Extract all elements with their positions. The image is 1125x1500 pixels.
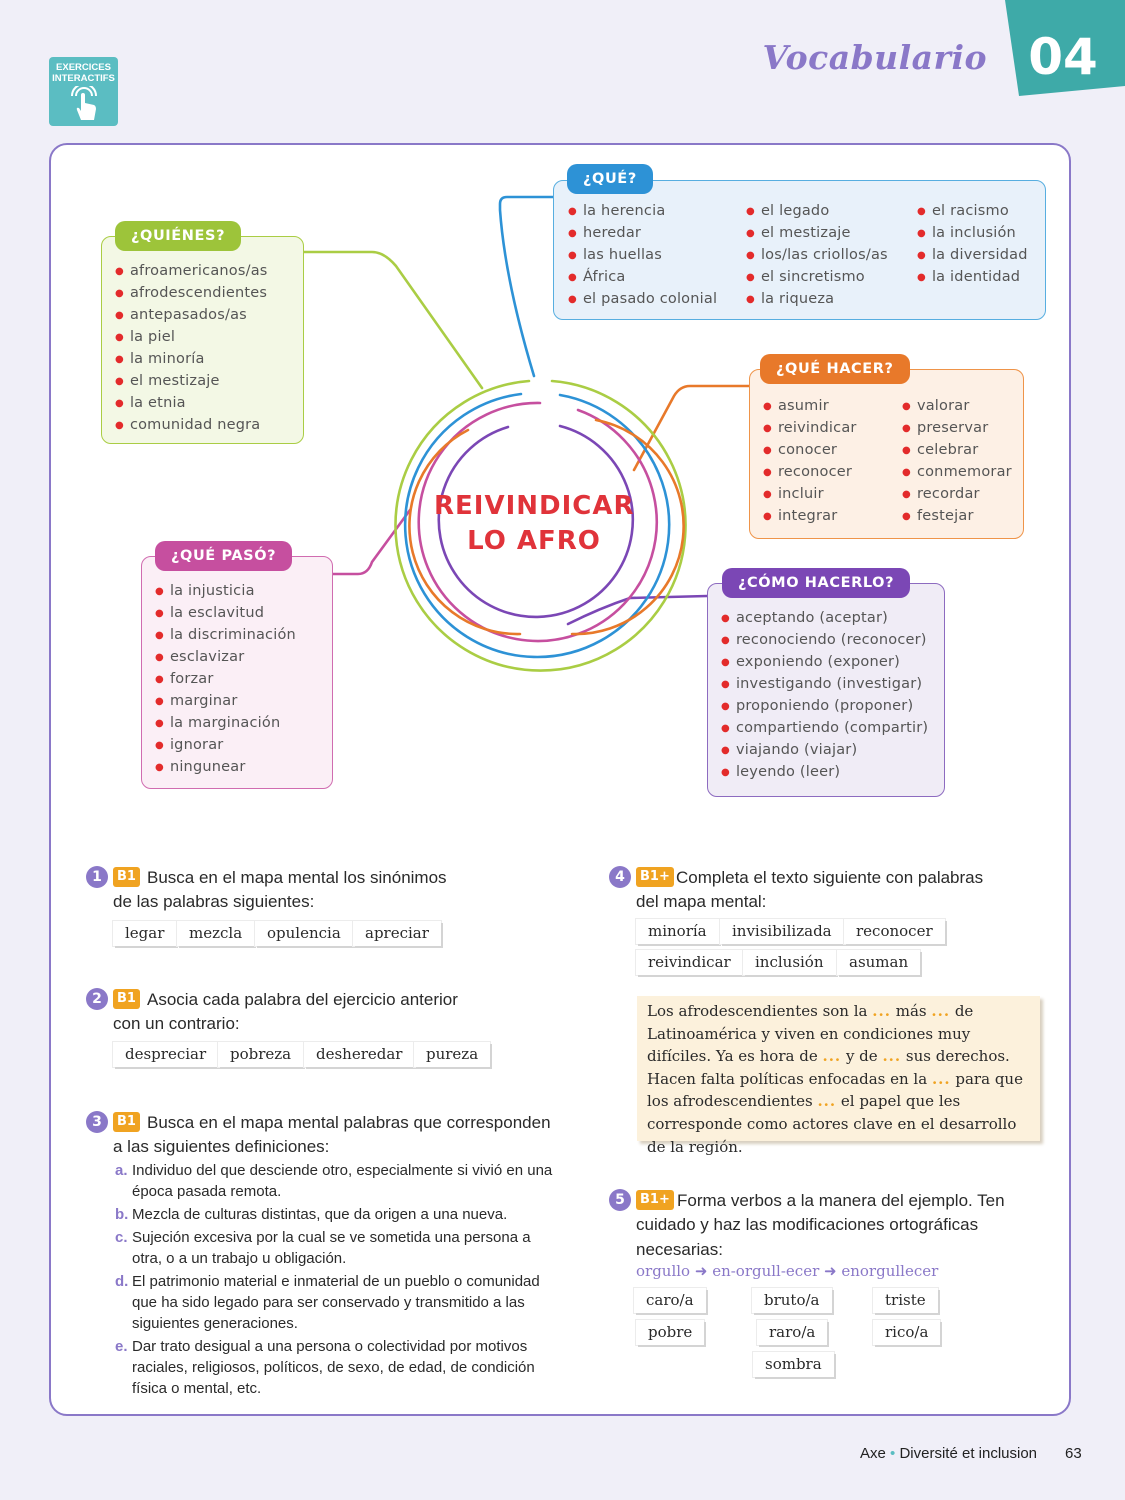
word-chip: inclusión — [743, 950, 836, 975]
exercise-1-number: 1 — [86, 866, 108, 888]
word-chip: invisibilizada — [720, 919, 844, 944]
list-item: ● conmemorar — [902, 461, 1012, 483]
list-item: ● el mestizaje — [746, 222, 888, 244]
list-item: ● la injusticia — [155, 580, 296, 602]
list-item: ● la riqueza — [746, 288, 888, 310]
list-item: ● reconocer — [763, 461, 857, 483]
exercise-5-instruction-line3: necesarias: — [636, 1240, 723, 1259]
text-part: para que los afrodescendientes — [647, 1069, 1023, 1111]
text-part: el papel que les corresponde como actores clave en el desarrollo de la región. — [647, 1092, 1017, 1156]
list-item: ● el mestizaje — [115, 370, 268, 392]
blank[interactable]: ... — [872, 1002, 891, 1020]
text-part: más — [895, 1002, 927, 1020]
definition-letter: b. — [115, 1206, 129, 1224]
list-item: ● proponiendo (proponer) — [721, 695, 928, 717]
definition-item — [115, 1205, 555, 1226]
list-item: ● festejar — [902, 505, 1012, 527]
center-title-line1: REIVINDICAR — [434, 491, 635, 521]
list-item: ● aceptando (aceptar) — [721, 607, 928, 629]
definition-letter: d. — [115, 1273, 129, 1291]
text-part: sus derechos. Hacen falta políticas enfocadas en la — [647, 1047, 1010, 1088]
heading-quienes: ¿QUIÉNES? — [115, 221, 241, 251]
list-item: ● afrodescendientes — [115, 282, 268, 304]
definition-text: Individuo del que desciende otro, especialmente si vivió en una época pasada remota. — [132, 1162, 553, 1200]
exercise-5-number: 5 — [609, 1189, 631, 1211]
list-item: ● integrar — [763, 505, 857, 527]
list-item: ● investigando (investigar) — [721, 673, 928, 695]
section-title: Vocabulario — [762, 38, 987, 77]
list-item: ● reconociendo (reconocer) — [721, 629, 928, 651]
exercise-3-instruction-line2: a las siguientes definiciones: — [113, 1137, 330, 1156]
exercise-5-example: orgullo ➜ en-orgull-ecer ➜ enorgullecer — [636, 1262, 939, 1280]
definition-text: El patrimonio material e inmaterial de un pueblo o comunidad que ha sido legado para ser conservado y transmitido a las siguientes generaciones. — [132, 1273, 540, 1333]
list-item: ● comunidad negra — [115, 414, 268, 436]
definition-item — [115, 1337, 555, 1399]
list-item: ● la identidad — [917, 266, 1028, 288]
exercise-3-number: 3 — [86, 1111, 108, 1133]
definition-text: Mezcla de culturas distintas, que da origen a una nueva. — [132, 1206, 508, 1224]
exercise-2-instruction-line1: Asocia cada palabra del ejercicio anterior — [147, 990, 458, 1009]
word-chip: pobre — [636, 1320, 704, 1345]
word-chip: minoría — [636, 919, 719, 944]
badge-line2: INTERACTIFS — [52, 73, 115, 84]
exercise-2-instruction-line2: con un contrario: — [113, 1014, 240, 1033]
word-chip: legar — [113, 921, 176, 946]
definition-item — [115, 1272, 555, 1334]
definition-item — [115, 1228, 555, 1270]
list-item: ● el sincretismo — [746, 266, 888, 288]
footer-axe: Axe — [860, 1445, 886, 1462]
list-item: ● la herencia — [568, 200, 717, 222]
blank[interactable]: ... — [817, 1092, 837, 1111]
exercise-2-level: B1 — [113, 989, 140, 1009]
list-item: ● conocer — [763, 439, 857, 461]
blank[interactable]: ... — [882, 1047, 902, 1066]
box-como-hacerlo — [707, 583, 945, 797]
exercise-4-level: B1+ — [636, 867, 674, 887]
definitions-list — [115, 1161, 555, 1402]
word-chip: reivindicar — [636, 950, 743, 975]
box-quienes — [101, 236, 304, 444]
word-chip: despreciar — [113, 1042, 218, 1067]
list-item: ● compartiendo (compartir) — [721, 717, 928, 739]
blank[interactable]: ... — [822, 1047, 842, 1066]
list-item: ● viajando (viajar) — [721, 739, 928, 761]
word-chip: pobreza — [218, 1042, 303, 1067]
word-chip: triste — [873, 1288, 938, 1313]
list-item: ● los/las criollos/as — [746, 244, 888, 266]
blank[interactable]: ... — [931, 1002, 951, 1020]
list-item: ● la discriminación — [155, 624, 296, 646]
list-item: ● África — [568, 266, 717, 288]
box-que-hacer — [749, 369, 1024, 539]
list-item: ● ignorar — [155, 734, 296, 756]
list-item: ● el pasado colonial — [568, 288, 717, 310]
list-item: ● valorar — [902, 395, 1012, 417]
definition-text: Sujeción excesiva por la cual se ve sometida una persona a otra, o a un trabajo u obligación. — [132, 1229, 531, 1268]
list-item: ● celebrar — [902, 439, 1012, 461]
list-item: ● la etnia — [115, 392, 268, 414]
unit-number: 04 — [1028, 28, 1098, 86]
exercise-2-number: 2 — [86, 988, 108, 1010]
list-item: ● exponiendo (exponer) — [721, 651, 928, 673]
exercise-3-level: B1 — [113, 1112, 140, 1132]
exercise-3-instruction-line1: Busca en el mapa mental palabras que corresponden — [147, 1113, 551, 1132]
list-item: ● afroamericanos/as — [115, 260, 268, 282]
box-que-paso — [141, 556, 333, 789]
exercise-4-number: 4 — [609, 866, 631, 888]
list-item: ● la piel — [115, 326, 268, 348]
text-part: Los afrodescendientes son la — [647, 1002, 868, 1020]
list-item: ● forzar — [155, 668, 296, 690]
list-item: ● la minoría — [115, 348, 268, 370]
definition-text: Dar trato desigual a una persona o colectividad por motivos raciales, religiosos, políticos, de sexo, de edad, de condición física o mental, etc. — [132, 1338, 535, 1397]
fill-in-text — [637, 996, 1040, 1156]
list-item: ● marginar — [155, 690, 296, 712]
list-item: ● la marginación — [155, 712, 296, 734]
list-item: ● las huellas — [568, 244, 717, 266]
word-chip: opulencia — [255, 921, 353, 946]
list-item: ● recordar — [902, 483, 1012, 505]
text-part: y de — [845, 1047, 878, 1066]
exercise-1-instruction-line2: de las palabras siguientes: — [113, 892, 315, 911]
word-chip: reconocer — [844, 919, 945, 944]
exercise-4-instruction-line2: del mapa mental: — [636, 892, 767, 911]
word-chip: desheredar — [304, 1042, 414, 1067]
heading-que-hacer: ¿QUÉ HACER? — [760, 354, 910, 384]
exercise-1-level: B1 — [113, 867, 140, 887]
heading-como-hacerlo: ¿CÓMO HACERLO? — [722, 568, 910, 598]
list-item: ● ningunear — [155, 756, 296, 778]
definition-item — [115, 1161, 555, 1203]
word-chip: pureza — [414, 1042, 490, 1067]
word-chip: apreciar — [353, 921, 441, 946]
exercise-5-instruction-line2: cuidado y haz las modificaciones ortográficas — [636, 1215, 979, 1234]
definition-letter: e. — [115, 1338, 128, 1356]
word-chip: caro/a — [634, 1288, 706, 1313]
definition-letter: c. — [115, 1229, 128, 1247]
word-chip: rico/a — [873, 1320, 940, 1345]
badge-line1: EXERCICES — [56, 62, 111, 73]
list-item: ● incluir — [763, 483, 857, 505]
blank[interactable]: ... — [931, 1069, 951, 1088]
list-item: ● esclavizar — [155, 646, 296, 668]
word-chip: bruto/a — [752, 1288, 832, 1313]
list-item: ● antepasados/as — [115, 304, 268, 326]
heading-que: ¿QUÉ? — [567, 164, 653, 194]
page-number: 63 — [1065, 1445, 1082, 1462]
list-item: ● el racismo — [917, 200, 1028, 222]
exercise-4-instruction-line1: Completa el texto siguiente con palabras — [676, 868, 984, 887]
text-part: de Latinoamérica y viven en condiciones muy difíciles. Ya es hora de — [647, 1002, 974, 1066]
exercise-1-instruction-line1: Busca en el mapa mental los sinónimos — [147, 868, 447, 887]
word-chip: raro/a — [757, 1320, 827, 1345]
mindmap-center-title — [434, 489, 634, 559]
exercise-5-instruction-line1: Forma verbos a la manera del ejemplo. Ten — [677, 1191, 1005, 1210]
exercise-5-level: B1+ — [636, 1190, 674, 1210]
box-que — [553, 180, 1046, 320]
heading-que-paso: ¿QUÉ PASÓ? — [155, 541, 292, 571]
center-title-line2: LO AFRO — [467, 526, 601, 556]
footer-theme — [860, 1445, 1037, 1462]
footer-theme-name: Diversité et inclusion — [899, 1445, 1038, 1462]
list-item: ● preservar — [902, 417, 1012, 439]
word-chip: mezcla — [177, 921, 254, 946]
list-item: ● reivindicar — [763, 417, 857, 439]
list-item: ● heredar — [568, 222, 717, 244]
list-item: ● leyendo (leer) — [721, 761, 928, 783]
word-chip: sombra — [753, 1352, 834, 1377]
word-chip: asuman — [837, 950, 920, 975]
definition-letter: a. — [115, 1162, 128, 1179]
list-item: ● el legado — [746, 200, 888, 222]
footer-separator: • — [890, 1445, 896, 1462]
list-item: ● la inclusión — [917, 222, 1028, 244]
list-item: ● la esclavitud — [155, 602, 296, 624]
list-item: ● asumir — [763, 395, 857, 417]
list-item: ● la diversidad — [917, 244, 1028, 266]
